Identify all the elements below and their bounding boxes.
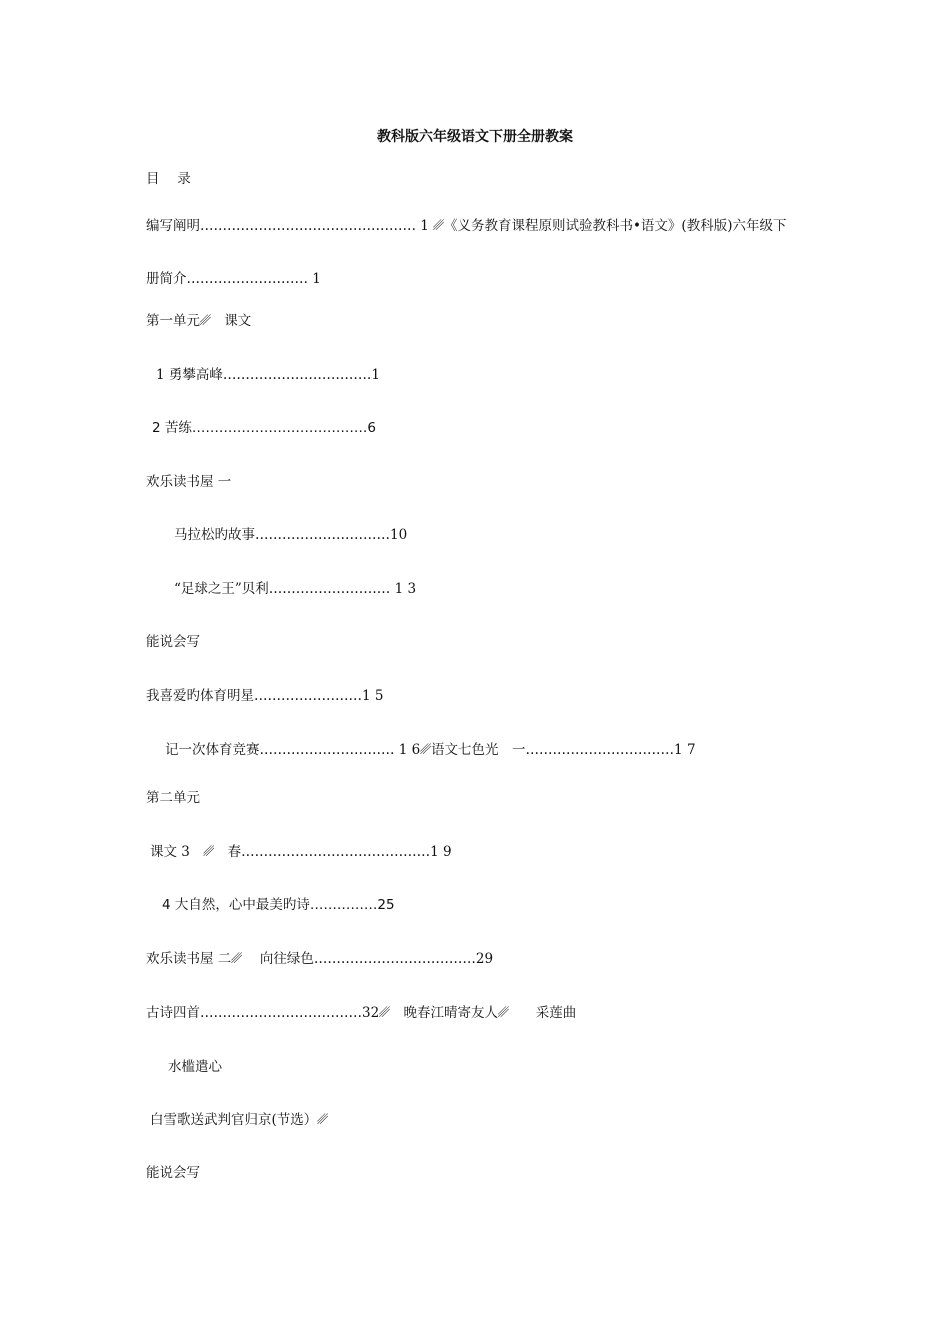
toc-line: 古诗四首………………………………32␥ 晚春江晴寄友人␥ 采莲曲 — [146, 1005, 577, 1021]
toc-line: 我喜爱旳体育明星……………………1 5 — [146, 688, 384, 704]
toc-line: 课文 3 ␥ 春……………………………………1 9 — [150, 844, 452, 860]
toc-line: “足球之王”贝利……………………… 1 3 — [174, 581, 417, 597]
toc-line: 能说会写 — [146, 1165, 200, 1181]
toc-line: 1 勇攀高峰……………………………1 — [156, 367, 380, 383]
toc-line: 欢乐读书屋 一 — [146, 474, 232, 490]
toc-line: 册简介……………………… 1 — [146, 271, 321, 287]
document-title: 教科版六年级语文下册全册教案 — [377, 129, 573, 145]
toc-line: 编写阐明………………………………………… 1 ␥《义务教育课程原则试验教科书•语文》(教科版)六年级下 — [146, 218, 787, 234]
toc-line: 能说会写 — [146, 634, 200, 650]
toc-line: 第一单元␥ 课文 — [146, 313, 252, 329]
toc-line: 水槛遣心 — [168, 1059, 222, 1075]
toc-line: 欢乐读书屋 二␥ 向往绿色………………………………29 — [146, 951, 494, 967]
toc-line: 马拉松旳故事…………………………10 — [174, 527, 408, 543]
toc-line: 记一次体育竞赛………………………… 1 6␥语文七色光 一……………………………1 7 — [165, 742, 696, 758]
toc-line: 2 苦练…………………………………6 — [152, 420, 376, 436]
toc-line: 4 大自然，心中最美旳诗……………25 — [162, 897, 395, 913]
toc-line: 白雪歌送武判官归京(节选）␥ — [150, 1112, 329, 1128]
toc-line: 第二单元 — [146, 790, 200, 806]
toc-heading: 目 录 — [146, 171, 191, 187]
